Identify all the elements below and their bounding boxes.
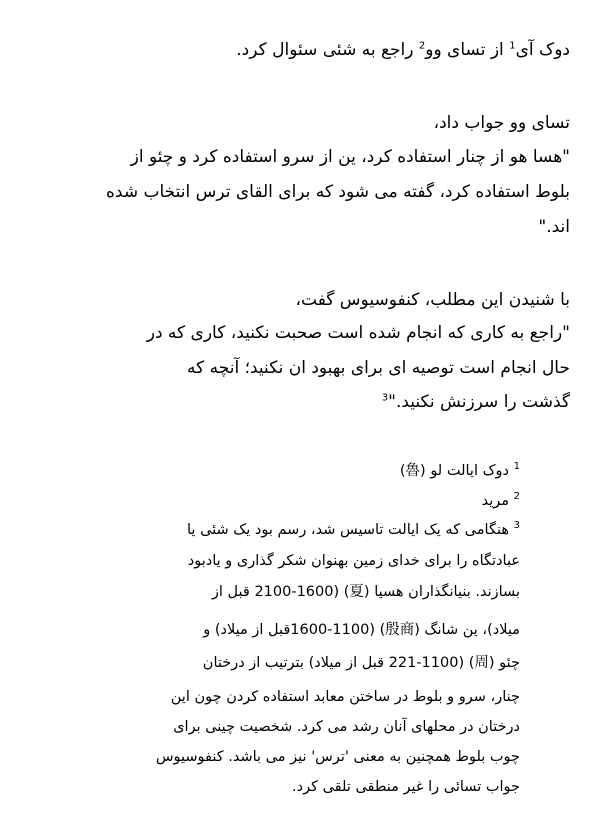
paragraph-2-line-1: تسای وو جواب داد، [433,113,570,133]
footnote-3-line-3: بسازند. بنیانگذاران هسیا (夏) (2100-1600 قبل از [211,584,520,600]
paragraph-2-line-3: بلوط استفاده کرد، گفته می شود که برای القای ترس انتخاب شده [105,182,570,202]
paragraph-3-line-2: "راجع به کاری که انجام شده است صحبت نکنید، کاری که در [146,323,570,343]
footnote-number: 3 [513,520,520,532]
footnote-text: هنگامی که یک ایالت تاسیس شد، رسم بود یک شئی یا [187,522,510,538]
footnote-number: 2 [513,491,520,503]
footnote-2 [80,490,520,512]
footnote-3-line-1 [80,519,520,541]
footnote-3-line-4: میلاد)، ین شانگ (殷商) (1600-1100قبل از میلاد) و [203,622,520,638]
paragraph-2-line-2: "هسا هو از چنار استفاده کرد، ین از سرو استفاده کرد و چئو از [130,147,570,167]
footnote-3-line-8: چوب بلوط همچنین به معنی 'ترس' نیز می باشد. کنفوسیوس [155,749,520,765]
text-segment: دوک آی [515,40,570,60]
footnote-1 [80,460,520,482]
footnote-ref: 3 [381,392,389,404]
footnote-3-line-2: عبادتگاه را برای خدای زمین بهنوان شکر گذاری و یادبود [187,553,520,569]
footnote-number: 1 [513,461,520,473]
paragraph-3-line-4 [30,390,570,414]
paragraph-1-line-1 [30,38,570,62]
paragraph-3-line-3: حال انجام است توصیه ای برای بهبود ان نکنید؛ آنچه که [187,358,570,378]
footnote-ref: 2 [418,40,426,52]
text-segment: از تسای وو [425,40,510,60]
footnote-3-line-9: جواب تسائی را غیر منطقی تلقی کرد. [292,779,520,795]
paragraph-2-line-4: اند." [538,217,570,237]
footnote-text: دوک ایالت لو (魯) [399,463,510,479]
text-segment: راجع به شئی سئوال کرد. [236,40,419,60]
paragraph-3-line-1: با شنیدن این مطلب، کنفوسیوس گفت، [295,290,570,310]
footnote-3-line-5: چئو (周) (221-1100 قبل از میلاد) بترتیب از درختان [202,655,520,671]
text-segment: گذشت را سرزنش نکنید." [388,392,570,412]
footnote-text: مرید [481,493,510,509]
footnote-3-line-6: چنار، سرو و بلوط در ساختن معابد استفاده کردن چون این [170,689,520,705]
footnote-3-line-7: درختان در محلهای آنان رشد می کرد. شخصیت چینی برای [173,719,520,735]
footnote-ref: 1 [509,40,516,52]
